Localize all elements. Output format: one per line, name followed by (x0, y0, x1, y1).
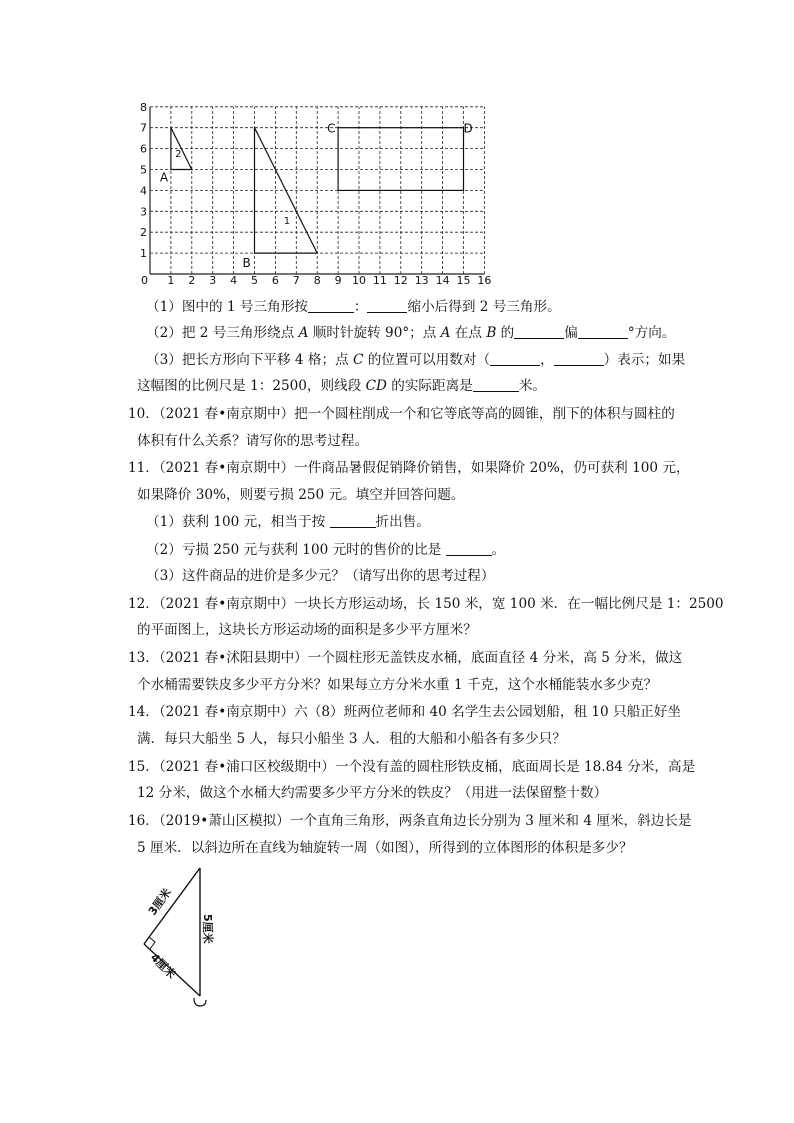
q16-line1: 16．（2019•萧山区模拟）一个直角三角形，两条直角边长分别为 3 厘米和 4 厘米，斜边长是 (128, 813, 692, 829)
x-tick-label: 16 (477, 274, 492, 287)
q13-line2: 个水桶需要铁皮多少平方分米？如果每立方分米水重 1 千克，这个水桶能装水多少克？ (137, 677, 658, 693)
x-tick-label: 4 (230, 274, 238, 287)
answer-blank[interactable] (473, 377, 519, 392)
x-tick-label: 10 (352, 274, 366, 287)
point-d-label: D (463, 121, 473, 136)
x-tick-label: 7 (292, 274, 300, 287)
answer-blank[interactable] (446, 541, 492, 556)
x-tick-label: 11 (372, 274, 387, 287)
answer-blank[interactable] (514, 324, 564, 339)
answer-blank[interactable] (490, 351, 540, 366)
x-tick-label: 14 (435, 274, 450, 287)
q14-line2: 满．每只大船坐 5 人，每只小船坐 3 人．租的大船和小船各有多少只？ (137, 731, 566, 747)
q11-part1: （1）获利 100 元，相当于按 折出售。 (146, 514, 430, 530)
x-tick-label: 5 (251, 274, 258, 287)
q10-line2: 体积有什么关系？请写你的思考过程。 (137, 433, 369, 449)
answer-blank[interactable] (554, 351, 604, 366)
coordinate-grid-figure (138, 96, 498, 288)
x-tick-label: 0 (141, 274, 148, 287)
q13-line1: 13．（2021 春•沭阳县期中）一个圆柱形无盖铁皮水桶，底面直径 4 分米，高 5 分米，做这 (128, 650, 683, 666)
q11-part2: （2）亏损 250 元与获利 100 元时的售价的比是 。 (146, 542, 506, 558)
x-tick-label: 12 (393, 274, 408, 287)
answer-blank[interactable] (330, 513, 376, 528)
x-tick-label: 15 (456, 274, 471, 287)
y-axis-labels (140, 101, 147, 260)
q10-line1: 10．（2021 春•南京期中）把一个圆柱削成一个和它等底等高的圆锥，削下的体积与圆柱的 (128, 406, 675, 422)
q9-part3: （3）把长方形向下平移 4 格；点 C 的位置可以用数对（ ， ）表示；如果 (146, 352, 686, 368)
x-tick-label: 8 (313, 274, 321, 287)
q14-line1: 14．（2021 春•南京期中）六（8）班两位老师和 40 名学生去公园划船，租 10 只船正好坐 (128, 704, 681, 720)
q9-part2: （2）把 2 号三角形绕点 A 顺时针旋转 90°；点 A 在点 B 的 偏 °方向。 (146, 325, 676, 341)
q16-line2: 5 厘米．以斜边所在直线为轴旋转一周（如图），所得到的立体图形的体积是多少？ (137, 840, 633, 856)
q15-line2: 12 分米，做这个水桶大约需要多少平方分米的铁皮？（用进一法保留整十数） (137, 785, 608, 801)
q12-line2: 的平面图上，这块长方形运动场的面积是多少平方厘米？ (137, 622, 477, 638)
x-tick-label: 9 (334, 274, 342, 287)
x-tick-label: 6 (271, 274, 279, 287)
answer-blank[interactable] (367, 298, 407, 313)
y-tick-label: 5 (140, 163, 147, 177)
side-5-label: 5厘米 (201, 914, 214, 944)
point-b-label: B (242, 256, 251, 271)
triangle-1-label: 1 (283, 215, 291, 227)
side-3-label: 3厘米 (145, 886, 174, 918)
triangle-2-label: 2 (175, 148, 182, 160)
x-tick-label: 1 (167, 274, 175, 287)
q11-part3: （3）这件商品的进价是多少元？（请写出你的思考过程） (146, 568, 495, 584)
point-a-label: A (159, 170, 169, 185)
q9-part1: （1）图中的 1 号三角形按 ： 缩小后得到 2 号三角形。 (146, 299, 561, 315)
x-axis-labels (141, 274, 491, 287)
right-angle-mark (149, 937, 155, 949)
side-4-label: 4厘米 (147, 950, 179, 982)
rotation-triangle-figure (136, 866, 226, 1016)
y-tick-label: 7 (140, 121, 147, 135)
y-tick-label: 6 (140, 142, 147, 156)
y-tick-label: 2 (140, 226, 147, 240)
y-tick-label: 3 (140, 205, 147, 219)
q12-line1: 12．（2021 春•南京期中）一块长方形运动场，长 150 米，宽 100 米．在一幅比例尺是 1：2500 (128, 596, 724, 612)
x-tick-label: 3 (209, 274, 217, 287)
point-c-label: C (327, 121, 336, 136)
y-tick-label: 4 (140, 184, 147, 198)
answer-blank[interactable] (578, 324, 628, 339)
x-tick-label: 2 (188, 274, 196, 287)
q15-line1: 15．（2021 春•浦口区校级期中）一个没有盖的圆柱形铁皮桶，底面周长是 18.84 分米，高是 (128, 759, 696, 775)
q9-part3-line2: 这幅图的比例尺是 1：2500，则线段 CD 的实际距离是 米。 (137, 378, 546, 394)
y-tick-label: 1 (140, 247, 147, 261)
y-tick-label: 8 (140, 100, 147, 114)
answer-blank[interactable] (308, 298, 354, 313)
x-tick-label: 13 (414, 274, 429, 287)
rotation-arrow-icon (194, 998, 206, 1006)
q11-line2: 如果降价 30%，则要亏损 250 元。填空并回答问题。 (137, 487, 465, 503)
q11-line1: 11．（2021 春•南京期中）一件商品暑假促销降价销售，如果降价 20%，仍可获利 100 元， (128, 460, 690, 476)
